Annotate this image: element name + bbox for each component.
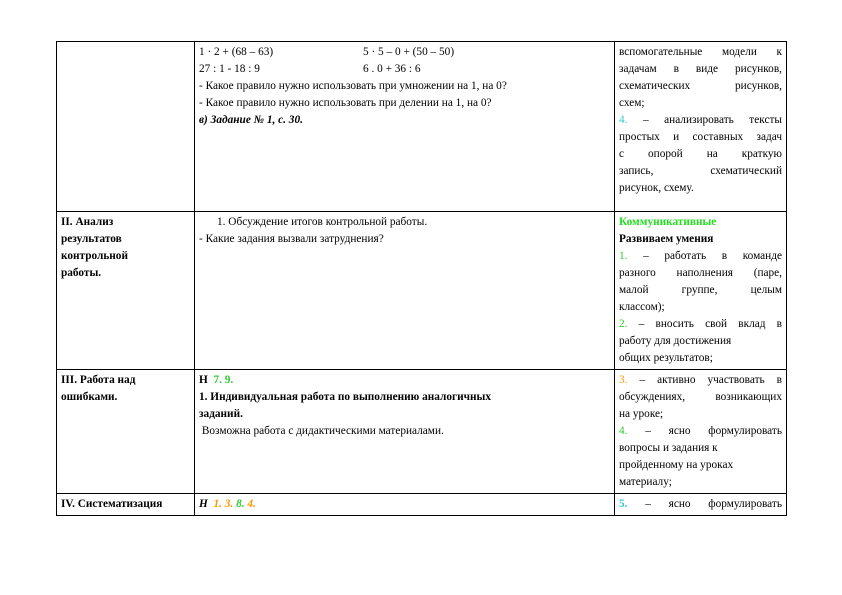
note [199, 423, 610, 440]
skills-line: обсуждениях, возникающих [619, 391, 782, 403]
table-row [57, 212, 787, 370]
skills-cell [615, 494, 787, 516]
stage-cell [57, 212, 195, 370]
list-item-text: 1. Обсуждение итогов контрольной работы. [217, 216, 428, 228]
h-marker: Н [199, 374, 208, 386]
homework-line [199, 496, 610, 513]
skill-number: 1. [619, 250, 628, 262]
skills-line: работу для достижения [619, 335, 732, 347]
skill-number: 3. [619, 374, 628, 386]
skills-line: малой группе, целым [619, 284, 782, 296]
task-reference: в) Задание № 1, с. 30. [199, 114, 303, 126]
skills-line [619, 316, 782, 333]
h-marker: Н [199, 498, 208, 510]
skills-cell [615, 212, 787, 370]
content-cell [195, 212, 615, 370]
list-item: 1. Индивидуальная работа по выполнению аналогичных [199, 391, 492, 403]
skills-line: на уроке; [619, 408, 664, 420]
skills-line: пройденному на уроках [619, 459, 734, 471]
expression-line [199, 44, 610, 61]
skills-line [619, 112, 782, 129]
skill-text: – ясно формулировать [627, 425, 782, 437]
skills-line: материалу; [619, 476, 672, 488]
skills-cell [615, 370, 787, 494]
stage-cell [57, 370, 195, 494]
expression: 27 : 1 - 18 : 9 [199, 63, 260, 75]
table-row [57, 370, 787, 494]
table-row [57, 494, 787, 516]
content-cell [195, 370, 615, 494]
skills-line [619, 372, 782, 389]
task-number: 1. [213, 498, 222, 510]
stage-cell [57, 494, 195, 516]
task-number: 8. [236, 498, 245, 510]
question: - Какое правило нужно использовать при делении на 1, на 0? [199, 97, 492, 109]
skills-line: с опорой на краткую [619, 148, 782, 160]
task-numbers: 7. 9. [213, 374, 234, 386]
skills-line: схем; [619, 97, 645, 109]
note-text: Возможна работа с дидактическими материалами. [201, 425, 444, 437]
skills-line: разного наполнения (паре, [619, 267, 782, 279]
skill-number: 4. [619, 425, 628, 437]
skill-number: 5. [619, 498, 628, 510]
expression-line [199, 61, 610, 78]
table-row [57, 42, 787, 212]
skills-line: классом); [619, 301, 665, 313]
stage-title-line: ошибками. [61, 391, 118, 403]
expression: 1 · 2 + (68 – 63) [199, 46, 274, 58]
skill-number: 2. [619, 318, 628, 330]
list-item: заданий. [199, 408, 243, 420]
skill-text: – анализировать тексты [627, 114, 782, 126]
expression: 5 · 5 – 0 + (50 – 50) [363, 46, 455, 58]
skills-heading: Коммуникативные [619, 216, 717, 228]
skill-text: – ясно формулировать [627, 498, 782, 510]
skills-line: задачам в виде рисунков, [619, 63, 782, 75]
stage-title-line: II. Анализ [61, 216, 114, 228]
stage-title-line: работы. [61, 267, 102, 279]
stage-title-line: III. Работа над [61, 374, 136, 386]
lesson-plan-table [56, 41, 787, 516]
homework-line [199, 372, 610, 389]
skills-line: вопросы и задания к [619, 442, 718, 454]
stage-title-line: контрольной [61, 250, 128, 262]
list-item [199, 214, 610, 231]
skill-text: – активно участвовать в [627, 374, 782, 386]
skills-line [619, 248, 782, 265]
skills-line: запись, схематический [619, 165, 782, 177]
skills-line [619, 496, 782, 513]
skills-line: общих результатов; [619, 352, 713, 364]
stage-cell [57, 42, 195, 212]
skills-cell [615, 42, 787, 212]
stage-title-line: IV. Систематизация [61, 498, 163, 510]
question: - Какие задания вызвали затруднения? [199, 233, 384, 245]
skills-line: вспомогательные модели к [619, 46, 782, 58]
task-number: 3. [224, 498, 234, 510]
skill-text: – работать в команде [627, 250, 782, 262]
expression: 6 . 0 + 36 : 6 [363, 63, 421, 75]
skills-line: простых и составных задач [619, 131, 782, 143]
skills-line [619, 423, 782, 440]
content-cell [195, 42, 615, 212]
skills-line: схематических рисунков, [619, 80, 782, 92]
stage-title-line: результатов [61, 233, 122, 245]
skills-subheading: Развиваем умения [619, 233, 714, 245]
question: - Какое правило нужно использовать при умножении на 1, на 0? [199, 80, 507, 92]
skills-line: рисунок, схему. [619, 182, 694, 194]
skill-text: – вносить свой вклад в [627, 318, 782, 330]
task-number: 4. [247, 498, 256, 510]
content-cell [195, 494, 615, 516]
skill-number: 4. [619, 114, 628, 126]
